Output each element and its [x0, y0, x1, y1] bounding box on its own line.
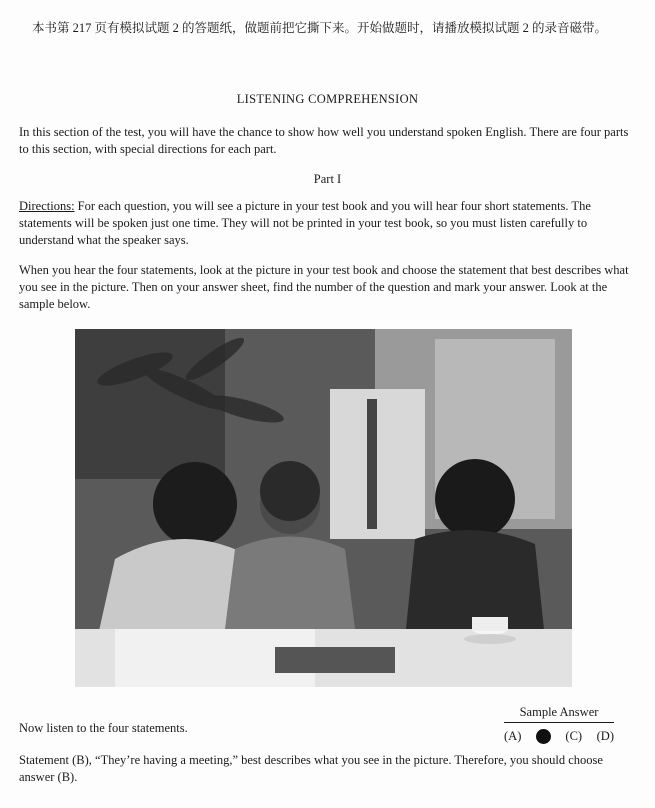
- directions-text: For each question, you will see a picture in your test book and you will hear four short statements. The statements will be spoken just one time. They will not be printed in your test book, so you must listen carefully to understand what the speaker says.: [19, 199, 591, 247]
- chinese-instructions: 本书第 217 页有模拟试题 2 的答题纸，做题前把它撕下来。开始做题时，请播放模拟试题 2 的录音磁带。: [32, 21, 608, 35]
- instructions-paragraph: When you hear the four statements, look at the picture in your test book and choose the statement that best describes what you see in the picture. Then on your answer sheet, find the number of the question and mark your answer. Look at the sample below.: [19, 263, 629, 311]
- meeting-illustration: [75, 329, 572, 687]
- meeting-photo: [75, 329, 572, 687]
- section-intro-paragraph: In this section of the test, you will have the chance to show how well you understand spoken English. There are four parts to this section, with special directions for each part.: [19, 125, 629, 156]
- sample-answer-label: Sample Answer: [504, 705, 614, 723]
- choice-d: (D): [596, 729, 614, 743]
- now-listen-text: Now listen to the four statements.: [19, 721, 188, 735]
- choice-a: (A): [504, 729, 522, 743]
- statement-explanation: Statement (B), “They’re having a meeting,” best describes what you see in the picture. Therefore, you should choose answer (B).: [19, 753, 603, 784]
- choice-c: (C): [565, 729, 583, 743]
- directions-paragraph: [19, 198, 639, 249]
- choice-b-filled-bubble: [536, 729, 551, 744]
- sample-answer: [504, 705, 614, 744]
- answer-choices: [504, 729, 614, 744]
- part-title: Part I: [313, 172, 342, 186]
- directions-label: Directions:: [19, 199, 75, 213]
- section-heading: LISTENING COMPREHENSION: [236, 92, 419, 106]
